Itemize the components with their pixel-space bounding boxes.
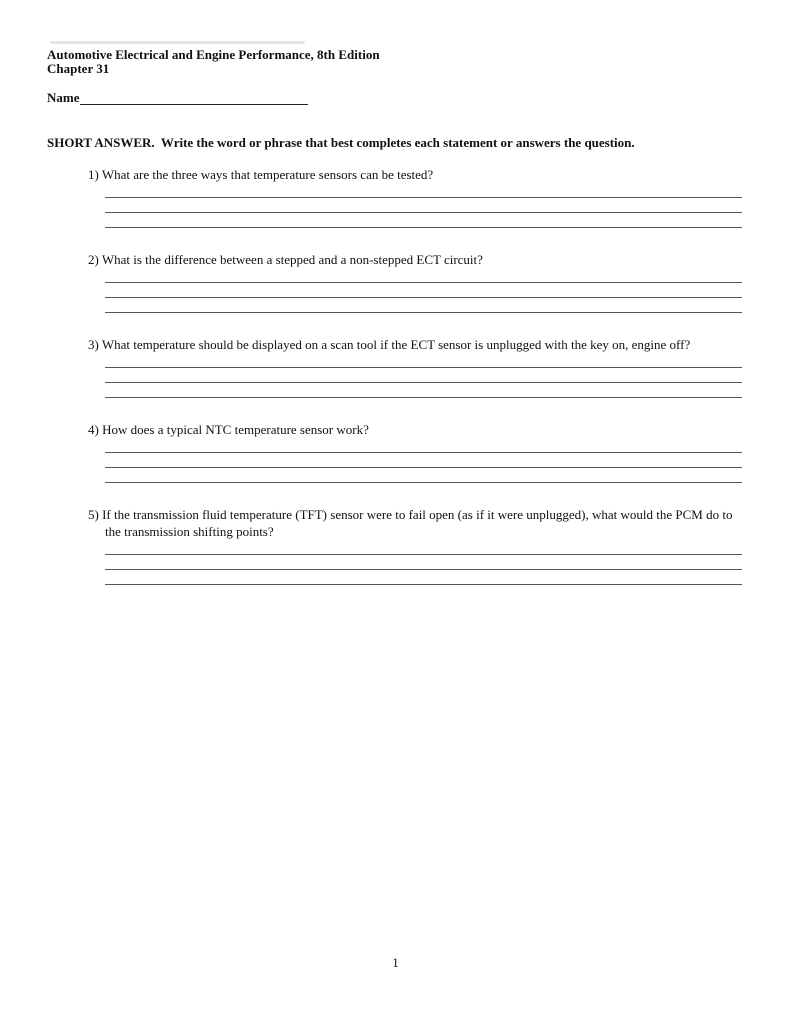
question-block bbox=[47, 166, 742, 228]
question-text bbox=[47, 336, 742, 353]
answer-line bbox=[105, 453, 742, 468]
question-block bbox=[47, 251, 742, 313]
question-text bbox=[47, 166, 742, 183]
question-body: If the transmission fluid temperature (TFT) sensor were to fail open (as if it were unplugged), what would the PCM do to the transmission shifting points? bbox=[102, 506, 733, 539]
question-number: 4) bbox=[88, 421, 99, 437]
name-blank-line bbox=[80, 91, 308, 105]
answer-line bbox=[105, 353, 742, 368]
question-number: 1) bbox=[88, 166, 99, 182]
answer-lines bbox=[105, 438, 742, 483]
answer-line bbox=[105, 468, 742, 483]
answer-line bbox=[105, 213, 742, 228]
question-number: 5) bbox=[88, 506, 99, 522]
question-body: What temperature should be displayed on a scan tool if the ECT sensor is unplugged with the key on, engine off? bbox=[101, 336, 691, 352]
answer-line bbox=[105, 540, 742, 555]
name-label: Name bbox=[47, 90, 80, 105]
answer-line bbox=[105, 268, 742, 283]
answer-line bbox=[105, 368, 742, 383]
section-instruction: SHORT ANSWER. Write the word or phrase that best completes each statement or answers the question. bbox=[47, 135, 635, 150]
question-text bbox=[47, 251, 742, 268]
question-body: What are the three ways that temperature sensors can be tested? bbox=[101, 166, 434, 182]
answer-line bbox=[105, 283, 742, 298]
scan-artifact bbox=[50, 41, 305, 44]
document-header bbox=[47, 48, 742, 76]
answer-line bbox=[105, 198, 742, 213]
question-block bbox=[47, 336, 742, 398]
answer-line bbox=[105, 438, 742, 453]
question-block bbox=[47, 506, 742, 585]
document-title: Automotive Electrical and Engine Performance, 8th Edition bbox=[47, 47, 380, 62]
answer-lines bbox=[105, 268, 742, 313]
question-number: 3) bbox=[88, 336, 99, 352]
answer-lines bbox=[105, 353, 742, 398]
question-body: What is the difference between a stepped and a non-stepped ECT circuit? bbox=[101, 251, 483, 267]
question-text bbox=[47, 421, 742, 438]
questions bbox=[47, 166, 742, 585]
question-block bbox=[47, 421, 742, 483]
answer-line bbox=[105, 298, 742, 313]
answer-lines bbox=[105, 183, 742, 228]
answer-line bbox=[105, 570, 742, 585]
chapter-label: Chapter 31 bbox=[47, 61, 110, 76]
question-body: How does a typical NTC temperature sensor work? bbox=[102, 421, 369, 437]
page-number: 1 bbox=[392, 955, 399, 971]
name-row bbox=[47, 90, 742, 105]
answer-line bbox=[105, 383, 742, 398]
question-number: 2) bbox=[88, 251, 99, 267]
answer-lines bbox=[105, 540, 742, 585]
answer-line bbox=[105, 555, 742, 570]
answer-line bbox=[105, 183, 742, 198]
question-text bbox=[47, 506, 742, 540]
